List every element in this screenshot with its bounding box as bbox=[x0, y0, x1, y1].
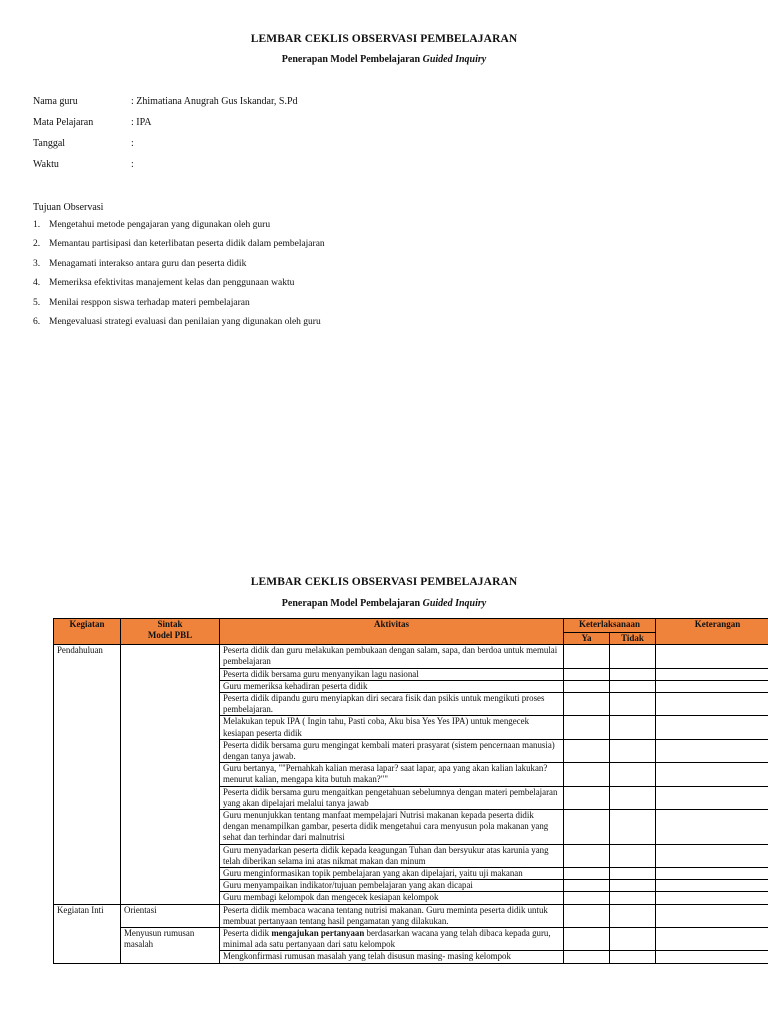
tidak-cell[interactable] bbox=[610, 763, 656, 786]
header-sintak-line1: Sintak bbox=[157, 619, 183, 629]
kegiatan-cell: Pendahuluan bbox=[54, 645, 121, 904]
objective-number: 3. bbox=[33, 258, 41, 269]
tidak-cell[interactable] bbox=[610, 892, 656, 904]
objective-text: Menagamati interakso antara guru dan peserta didik bbox=[49, 258, 247, 269]
keterangan-cell[interactable] bbox=[656, 786, 768, 809]
page2-title: LEMBAR CEKLIS OBSERVASI PEMBELAJARAN bbox=[250, 576, 518, 588]
aktivitas-text-pre: Guru bertanya, ""Pernahkah kalian merasa lapar? saat lapar, apa yang akan kalian lakukan?menurut kalian, mengapa kita butuh makan?"" bbox=[223, 763, 548, 785]
info-row-tanggal bbox=[33, 138, 134, 149]
ya-cell[interactable] bbox=[564, 716, 610, 739]
header-ya: Ya bbox=[564, 633, 610, 645]
aktivitas-text-pre: Peserta didik bersama guru menyanyikan lagu nasional bbox=[223, 668, 419, 679]
tidak-cell[interactable] bbox=[610, 810, 656, 845]
aktivitas-text-bold: mengajukan pertanyaan bbox=[271, 928, 365, 939]
tidak-cell[interactable] bbox=[610, 928, 656, 951]
keterangan-cell[interactable] bbox=[656, 904, 768, 927]
keterangan-cell[interactable] bbox=[656, 763, 768, 786]
ya-cell[interactable] bbox=[564, 810, 610, 845]
info-label: Waktu bbox=[33, 159, 59, 170]
aktivitas-cell bbox=[220, 645, 564, 668]
page1-subtitle bbox=[0, 54, 768, 65]
page1-title: LEMBAR CEKLIS OBSERVASI PEMBELAJARAN bbox=[250, 33, 518, 45]
tidak-cell[interactable] bbox=[610, 844, 656, 867]
aktivitas-text-pre: Peserta didik bersama guru mengaitkan pengetahuan sebelumnya dengan materi pembelajaran yang akan dipelajari melalui tanya jawab bbox=[223, 786, 558, 808]
aktivitas-text-pre: Mengkonfirmasi rumusan masalah yang telah disusun masing- masing kelompok bbox=[223, 951, 511, 962]
aktivitas-cell bbox=[220, 693, 564, 716]
ya-cell[interactable] bbox=[564, 739, 610, 762]
objectives-title: Tujuan Observasi bbox=[33, 202, 104, 213]
aktivitas-text-pre: Peserta didik membaca wacana tentang nutrisi makanan. Guru meminta peserta didik untuk membuat pertanyaan tentang hasil pengamatan yang dilakukan. bbox=[223, 904, 548, 926]
info-value: : Zhimatiana Anugrah Gus Iskandar, S.Pd bbox=[131, 96, 298, 107]
aktivitas-cell bbox=[220, 928, 564, 951]
observation-table-body bbox=[54, 645, 768, 963]
aktivitas-text-pre: Guru menyadarkan peserta didik kepada keagungan Tuhan dan bersyukur atas karunia yang telah diberikan selama ini atas nikmat makan dan minum bbox=[223, 844, 549, 866]
aktivitas-cell bbox=[220, 904, 564, 927]
info-label: Tanggal bbox=[33, 138, 66, 149]
header-sintak bbox=[121, 619, 220, 645]
keterangan-cell[interactable] bbox=[656, 739, 768, 762]
sintak-cell: Menyusun rumusan masalah bbox=[121, 928, 220, 964]
aktivitas-cell bbox=[220, 880, 564, 892]
table-row bbox=[54, 645, 768, 668]
objective-text: Menilai resppon siswa terhadap materi pembelajaran bbox=[49, 297, 250, 308]
info-label: Mata Pelajaran bbox=[33, 117, 94, 128]
tidak-cell[interactable] bbox=[610, 786, 656, 809]
info-value: : bbox=[131, 159, 134, 170]
keterangan-cell[interactable] bbox=[656, 868, 768, 880]
table-row bbox=[54, 928, 768, 951]
ya-cell[interactable] bbox=[564, 844, 610, 867]
aktivitas-text-pre: Peserta didik bersama guru mengingat kembali materi prasyarat (sistem pencernaan manusia) dengan tanya jawab. bbox=[223, 739, 555, 762]
header-keterlaksanaan: Keterlaksanaan bbox=[564, 619, 656, 633]
page1-subtitle-model: Guided Inquiry bbox=[422, 54, 487, 65]
observation-table bbox=[53, 618, 768, 964]
aktivitas-text-pre: Peserta didik bbox=[223, 928, 272, 939]
tidak-cell[interactable] bbox=[610, 680, 656, 692]
ya-cell[interactable] bbox=[564, 868, 610, 880]
kegiatan-cell: Kegiatan Inti bbox=[54, 904, 121, 963]
aktivitas-cell bbox=[220, 868, 564, 880]
aktivitas-cell bbox=[220, 810, 564, 845]
ya-cell[interactable] bbox=[564, 763, 610, 786]
tidak-cell[interactable] bbox=[610, 693, 656, 716]
header-keterangan: Keterangan bbox=[656, 619, 768, 645]
objective-text: Memeriksa efektivitas manajement kelas dan penggunaan waktu bbox=[49, 278, 295, 289]
page2-subtitle-prefix: Penerapan Model Pembelajaran bbox=[281, 598, 421, 609]
ya-cell[interactable] bbox=[564, 680, 610, 692]
keterangan-cell[interactable] bbox=[656, 716, 768, 739]
aktivitas-text-pre: Melakukan tepuk IPA ( Ingin tahu, Pasti coba, Aku bisa Yes Yes IPA) untuk mengecek kesiapan peserta didik bbox=[223, 716, 530, 738]
keterangan-cell[interactable] bbox=[656, 951, 768, 963]
objective-number: 4. bbox=[33, 278, 41, 289]
aktivitas-cell bbox=[220, 844, 564, 867]
ya-cell[interactable] bbox=[564, 668, 610, 680]
tidak-cell[interactable] bbox=[610, 904, 656, 927]
page1-subtitle-prefix: Penerapan Model Pembelajaran bbox=[281, 54, 421, 65]
objective-number: 6. bbox=[33, 316, 41, 327]
table-row bbox=[54, 904, 768, 927]
info-value: : IPA bbox=[131, 117, 152, 128]
objectives-list bbox=[33, 220, 325, 336]
header-sintak-line2: Model PBL bbox=[147, 630, 193, 641]
objective-text: Memantau partisipasi dan keterlibatan peserta didik dalam pembelajaran bbox=[49, 239, 325, 250]
ya-cell[interactable] bbox=[564, 951, 610, 963]
page2-subtitle-model: Guided Inquiry bbox=[422, 598, 487, 609]
page2-subtitle bbox=[0, 598, 768, 609]
ya-cell[interactable] bbox=[564, 880, 610, 892]
keterangan-cell[interactable] bbox=[656, 645, 768, 668]
header-tidak: Tidak bbox=[610, 633, 656, 645]
keterangan-cell[interactable] bbox=[656, 880, 768, 892]
sintak-cell bbox=[121, 645, 220, 904]
keterangan-cell[interactable] bbox=[656, 668, 768, 680]
aktivitas-cell bbox=[220, 739, 564, 762]
ya-cell[interactable] bbox=[564, 786, 610, 809]
keterangan-cell[interactable] bbox=[656, 693, 768, 716]
objective-number: 2. bbox=[33, 239, 41, 250]
ya-cell[interactable] bbox=[564, 928, 610, 951]
ya-cell[interactable] bbox=[564, 904, 610, 927]
aktivitas-text-pre: Guru menyampaikan indikator/tujuan pembelajaran yang akan dicapai bbox=[223, 880, 473, 891]
aktivitas-cell bbox=[220, 763, 564, 786]
info-value: : bbox=[131, 138, 134, 149]
tidak-cell[interactable] bbox=[610, 645, 656, 668]
keterangan-cell[interactable] bbox=[656, 680, 768, 692]
objective-number: 5. bbox=[33, 297, 41, 308]
aktivitas-cell bbox=[220, 892, 564, 904]
objective-item bbox=[33, 298, 325, 317]
aktivitas-text-pre: Guru memeriksa kehadiran peserta didik bbox=[223, 680, 368, 691]
objective-text: Mengetahui metode pengajaran yang digunakan oleh guru bbox=[49, 220, 271, 230]
aktivitas-text-pre: Peserta didik dan guru melakukan pembukaan dengan salam, sapa, dan berdoa untuk memulai pembelajaran bbox=[223, 645, 558, 667]
info-row-waktu bbox=[33, 159, 134, 170]
keterangan-cell[interactable] bbox=[656, 892, 768, 904]
tidak-cell[interactable] bbox=[610, 668, 656, 680]
ya-cell[interactable] bbox=[564, 693, 610, 716]
tidak-cell[interactable] bbox=[610, 739, 656, 762]
keterangan-cell[interactable] bbox=[656, 810, 768, 845]
aktivitas-text-pre: Peserta didik dipandu guru menyiapkan diri secara fisik dan psikis untuk mengikuti proses pembelajaran. bbox=[223, 693, 545, 715]
aktivitas-text-pre: Guru membagi kelompok dan mengecek kesiapan kelompok bbox=[223, 892, 439, 903]
objective-number: 1. bbox=[33, 220, 41, 230]
aktivitas-text-pre: Guru menginformasikan topik pembelajaran yang akan dipelajari, yaitu uji makanan bbox=[223, 868, 523, 879]
tidak-cell[interactable] bbox=[610, 716, 656, 739]
info-row-mata-pelajaran bbox=[33, 117, 151, 128]
objective-item bbox=[33, 239, 325, 258]
sintak-cell: Orientasi bbox=[121, 904, 220, 927]
ya-cell[interactable] bbox=[564, 645, 610, 668]
objective-text: Mengevaluasi strategi evaluasi dan penilaian yang digunakan oleh guru bbox=[49, 316, 321, 327]
aktivitas-text-pre: Guru menunjukkan tentang manfaat mempelajari Nutrisi makanan kepada peserta didik dengan menampilkan gambar, peserta didik mengetahui cara menyusun pola makanan yang sehat dan terhindar dari malnutrisi bbox=[223, 810, 549, 843]
objective-item bbox=[33, 278, 325, 297]
info-row-nama-guru bbox=[33, 96, 298, 107]
info-label: Nama guru bbox=[33, 96, 78, 107]
objective-item bbox=[33, 317, 325, 336]
tidak-cell[interactable] bbox=[610, 880, 656, 892]
aktivitas-cell bbox=[220, 716, 564, 739]
objective-item bbox=[33, 259, 325, 278]
keterangan-cell[interactable] bbox=[656, 844, 768, 867]
ya-cell[interactable] bbox=[564, 892, 610, 904]
header-aktivitas: Aktivitas bbox=[220, 619, 564, 645]
header-kegiatan: Kegiatan bbox=[54, 619, 121, 645]
objective-item bbox=[33, 220, 325, 239]
aktivitas-cell bbox=[220, 668, 564, 680]
aktivitas-cell bbox=[220, 951, 564, 963]
tidak-cell[interactable] bbox=[610, 868, 656, 880]
aktivitas-text-post: berdasarkan wacana yang telah dibaca kepada guru, minimal ada satu pertanyaan dari satu kelompok bbox=[223, 928, 551, 950]
aktivitas-cell bbox=[220, 680, 564, 692]
keterangan-cell[interactable] bbox=[656, 928, 768, 951]
tidak-cell[interactable] bbox=[610, 951, 656, 963]
aktivitas-cell bbox=[220, 786, 564, 809]
